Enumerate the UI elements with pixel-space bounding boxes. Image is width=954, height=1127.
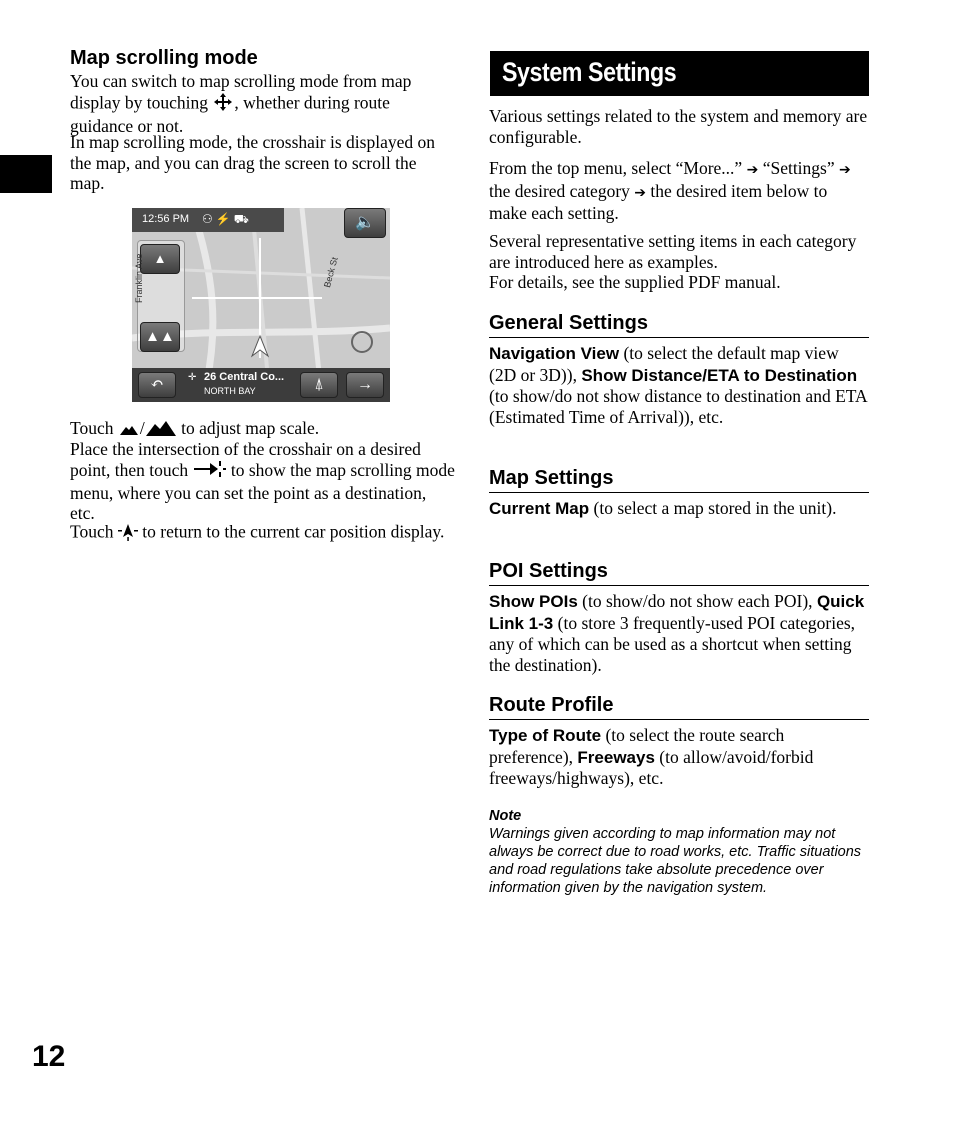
move-arrows-icon	[212, 92, 234, 117]
place-a: Place the intersection of the crosshair on a desired point, then touch	[70, 439, 421, 480]
pdf-manual-text: For details, see the supplied PDF manual.	[489, 272, 781, 292]
type-of-route-term: Type of Route	[489, 726, 602, 745]
area-label: NORTH BAY	[204, 386, 256, 396]
route-profile-heading: Route Profile	[489, 693, 869, 720]
system-settings-title: System Settings	[502, 57, 677, 87]
return-position-text	[70, 521, 455, 546]
show-distance-term: Show Distance/ETA to Destination	[581, 365, 858, 385]
note-title: Note	[489, 808, 522, 824]
page-number: 12	[32, 1040, 66, 1073]
zoom-in-button[interactable]: ▲	[140, 244, 180, 274]
path-more: From the top menu, select “More...”	[489, 158, 743, 178]
touch1-sep: /	[139, 418, 145, 438]
volume-button[interactable]: 🔈	[344, 208, 386, 238]
freeways-term: Freeways	[577, 747, 655, 767]
path-category: the desired category	[489, 180, 630, 201]
map-time: 12:56 PM	[142, 213, 190, 225]
navigation-path-text	[489, 158, 869, 224]
mountain-large-icon	[145, 419, 177, 442]
intro-text-a: You can switch to map scrolling mode from map display by touching	[70, 71, 412, 112]
back-button[interactable]: ↶	[138, 372, 176, 398]
path-settings: “Settings”	[762, 158, 835, 178]
map-scrolling-intro	[70, 71, 450, 137]
address-label: 26 Central Co...	[204, 371, 285, 383]
route-profile-text	[489, 725, 869, 789]
map-settings-text	[489, 498, 869, 520]
general-settings-text	[489, 343, 869, 427]
freeways-desc: (to allow/avoid/forbid freeways/highways), etc.	[489, 746, 814, 788]
map-screenshot	[132, 208, 390, 402]
street-label-2: Beck St	[322, 256, 340, 289]
touch1-a: Touch	[70, 418, 114, 438]
place-crosshair-text	[70, 439, 455, 524]
poi-settings-heading: POI Settings	[489, 559, 869, 586]
map-bottom-bar	[132, 368, 390, 402]
map-scrolling-description: In map scrolling mode, the crosshair is displayed on the map, and you can drag the screen to scroll the map.	[70, 132, 435, 193]
arrow-right-icon: ➔	[839, 162, 851, 178]
touch2-b: to return to the current car position display.	[142, 521, 445, 542]
mountain-small-icon	[118, 420, 140, 441]
street-label-1: Franklin Ave	[134, 253, 144, 303]
map-settings-heading: Map Settings	[489, 466, 869, 493]
system-settings-intro: Various settings related to the system and memory are configurable.	[489, 106, 868, 147]
system-settings-banner	[490, 51, 869, 96]
touch1-b: to adjust map scale.	[181, 418, 320, 438]
show-pois-term: Show POIs	[489, 592, 578, 611]
representative-items-text: Several representative setting items in each category are introduced here as examples.	[489, 231, 857, 272]
quick-link-term: Quick Link 1-3	[489, 592, 865, 633]
arrow-right-icon: ➔	[746, 162, 759, 178]
touch2-a: Touch	[70, 521, 114, 542]
zoom-out-button[interactable]: ▲▲	[140, 322, 180, 352]
status-icons: ⚇ ⚡ ⛟	[202, 212, 249, 226]
navigation-view-term: Navigation View	[489, 344, 620, 363]
arrow-right-icon: ➔	[634, 184, 647, 201]
map-status-bar	[132, 208, 284, 232]
scroll-menu-button[interactable]: →	[346, 372, 384, 398]
note-text: Warnings given according to map information may not always be correct due to road works, etc. Traffic situations and road regulations take absolute precedence over information given by the navigation system.	[489, 826, 862, 896]
current-map-desc: (to select a map stored in the unit).	[589, 498, 837, 518]
navigation-view-desc: (to select the default map view (2D or 3D)),	[489, 343, 839, 385]
scroll-menu-icon	[192, 460, 226, 483]
show-pois-desc: (to show/do not show each POI),	[577, 591, 817, 611]
path-item: the desired item below to make each setting.	[489, 180, 828, 223]
poi-settings-text	[489, 591, 869, 675]
car-position-icon	[118, 521, 138, 546]
map-scrolling-heading: Map scrolling mode	[70, 47, 258, 69]
current-position-button[interactable]: ⍋	[300, 372, 338, 398]
general-settings-heading: General Settings	[489, 311, 869, 338]
section-tab	[0, 155, 52, 193]
show-distance-desc: (to show/do not show distance to destination and ETA (Estimated Time of Arrival)), etc.	[489, 386, 867, 427]
place-b: to show the map scrolling mode menu, where you can set the point as a destination, etc.	[70, 459, 455, 524]
touch-zoom-text	[70, 418, 455, 441]
current-map-term: Current Map	[489, 499, 590, 518]
intro-text-b: , whether during route guidance or not.	[70, 91, 390, 136]
quick-link-desc: (to store 3 frequently-used POI categories, any of which can be used as a shortcut when setting the destination).	[489, 612, 856, 675]
crosshair-small-icon: ✛	[188, 372, 197, 383]
type-of-route-desc: (to select the route search preference),	[489, 725, 785, 767]
